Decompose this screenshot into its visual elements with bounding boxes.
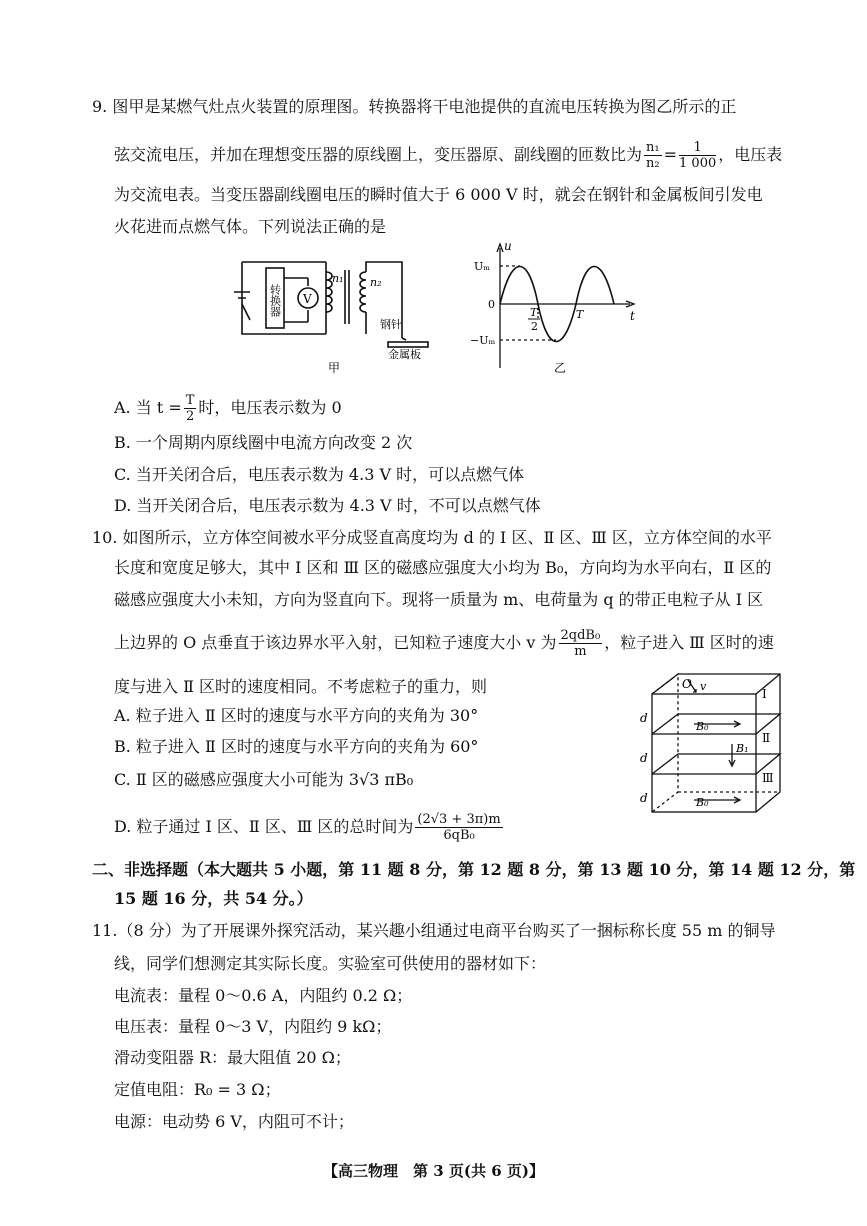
frac-denominator: 1 000	[679, 156, 717, 171]
section2-heading-line1: 二、非选择题（本大题共 5 小题，第 11 题 8 分，第 12 题 8 分，第 13 题 10 分，第 14 题 12 分，第	[92, 860, 856, 879]
figure-yi-sine-wave	[470, 240, 640, 375]
voltmeter-label: V	[303, 292, 312, 306]
q10-option-c: C. Ⅱ 区的磁感应强度大小可能为 3√3 πB₀	[114, 770, 414, 789]
t-axis-label: t	[630, 309, 635, 323]
q10-line5: 度与进入 Ⅱ 区时的速度相同。不考虑粒子的重力，则	[114, 677, 488, 696]
frac-numerator: n₁	[646, 140, 660, 155]
q9-line3: 为交流电表。当变压器副线圈电压的瞬时值大于 6 000 V 时，就会在钢针和金属板间引发电	[114, 185, 763, 204]
q10-line4-text-a: 上边界的 O 点垂直于该边界水平入射，已知粒子速度大小 v 为	[114, 633, 557, 652]
q9-line2-text-a: 弦交流电压，并加在理想变压器的原线圈上，变压器原、副线圈的匝数比为	[114, 145, 643, 164]
n1-label: n₁	[332, 272, 344, 285]
frac-denominator: n₂	[646, 156, 660, 171]
equals-sign: =	[663, 145, 678, 164]
page-footer: 【高三物理 第 3 页(共 6 页)】	[323, 1162, 544, 1180]
q11-line2: 线，同学们想测定其实际长度。实验室可供使用的器材如下：	[114, 954, 547, 973]
q10-line1: 10. 如图所示，立方体空间被水平分成竖直高度均为 d 的 Ⅰ 区、Ⅱ 区、Ⅲ 区，立方体空间的水平	[92, 528, 772, 547]
figure-jia-circuit	[230, 248, 440, 378]
q10-option-d	[114, 812, 505, 843]
q9-line2-text-b: ，电压表	[718, 145, 783, 164]
zone-2-label: Ⅱ	[762, 731, 771, 745]
velocity-label: v	[700, 680, 707, 693]
u-axis-label: u	[504, 240, 512, 253]
q9-option-c: C. 当开关闭合后，电压表示数为 4.3 V 时，可以点燃气体	[114, 465, 525, 484]
q10-line4-text-b: ，粒子进入 Ⅲ 区时的速	[604, 633, 774, 652]
q9-option-a-tail: 时，电压表示数为 0	[198, 398, 342, 417]
q10-option-d-text: D. 粒子通过 Ⅰ 区、Ⅱ 区、Ⅲ 区的总时间为	[114, 817, 414, 836]
converter-label: 转换器	[268, 284, 282, 317]
figure-cube-field-regions	[638, 668, 788, 818]
q11-item-power-source: 电源：电动势 6 V，内阻可不计；	[114, 1112, 354, 1131]
q11-item-ammeter: 电流表：量程 0～0.6 A，内阻约 0.2 Ω；	[114, 986, 413, 1005]
q10-option-b: B. 粒子进入 Ⅱ 区时的速度与水平方向的夹角为 60°	[114, 737, 479, 756]
d-label-2: d	[640, 751, 648, 765]
plate-label: 金属板	[388, 348, 421, 361]
frac-denominator: 2	[185, 409, 195, 424]
q9-line2	[114, 140, 782, 171]
half-period-numerator: T	[530, 306, 538, 319]
q11-item-rheostat: 滑动变阻器 R：最大阻值 20 Ω；	[114, 1048, 351, 1067]
option-a-fraction	[184, 393, 197, 424]
frac-denominator: m	[574, 644, 587, 659]
frac-numerator: (2√3 + 3π)m	[417, 812, 501, 827]
needle-label: 钢针	[380, 318, 402, 331]
q10-option-a: A. 粒子进入 Ⅱ 区时的速度与水平方向的夹角为 30°	[114, 706, 479, 725]
frac-numerator: T	[185, 393, 195, 408]
velocity-fraction	[559, 628, 603, 659]
origin-label: 0	[488, 298, 495, 311]
q9-option-a-text: A. 当 t =	[114, 398, 182, 417]
figure-yi-caption: 乙	[554, 361, 567, 375]
total-time-fraction	[415, 812, 502, 843]
q11-item-voltmeter: 电压表：量程 0～3 V，内阻约 9 kΩ；	[114, 1017, 392, 1036]
frac-denominator: 6qB₀	[443, 828, 475, 843]
q10-line3: 磁感应强度大小未知，方向为竖直向下。现将一质量为 m、电荷量为 q 的带正电粒子从 Ⅰ 区	[114, 590, 764, 609]
zone-3-label: Ⅲ	[762, 771, 774, 785]
q9-line4: 火花进而点燃气体。下列说法正确的是	[114, 217, 387, 236]
frac-numerator: 1	[679, 140, 716, 156]
turns-ratio-fraction	[644, 140, 662, 171]
half-period-denominator: 2	[531, 320, 538, 333]
q9-line1: 9. 图甲是某燃气灶点火装置的原理图。转换器将干电池提供的直流电压转换为图乙所示的正	[92, 97, 737, 116]
n2-label: n₂	[370, 276, 382, 289]
q9-option-d: D. 当开关闭合后，电压表示数为 4.3 V 时，不可以点燃气体	[114, 496, 541, 515]
q9-option-b: B. 一个周期内原线圈中电流方向改变 2 次	[114, 433, 413, 452]
ratio-value-fraction	[679, 140, 716, 171]
q9-option-a	[114, 393, 342, 424]
b0-label-bottom: B₀	[696, 796, 709, 809]
b1-label: B₁	[736, 742, 749, 755]
neg-um-label: −Uₘ	[470, 334, 496, 347]
d-label-1: d	[640, 711, 648, 725]
frac-numerator: 2qdB₀	[560, 628, 601, 643]
point-o-label: O	[682, 677, 692, 691]
period-label: T	[576, 308, 584, 321]
d-label-3: d	[640, 791, 648, 805]
q10-line4	[114, 628, 774, 659]
q10-line2: 长度和宽度足够大，其中 Ⅰ 区和 Ⅲ 区的磁感应强度大小均为 B₀，方向均为水平向右，Ⅱ 区的	[114, 558, 772, 577]
zone-1-label: Ⅰ	[762, 687, 767, 701]
figure-jia-caption: 甲	[328, 361, 341, 375]
q11-line1: 11.（8 分）为了开展课外探究活动，某兴趣小组通过电商平台购买了一捆标称长度 55 m 的铜导	[92, 921, 776, 940]
q11-item-resistor: 定值电阻：R₀ = 3 Ω；	[114, 1080, 281, 1099]
section2-heading-line2: 15 题 16 分，共 54 分。）	[114, 889, 313, 908]
um-label: Uₘ	[474, 260, 491, 273]
b0-label-top: B₀	[696, 720, 709, 733]
